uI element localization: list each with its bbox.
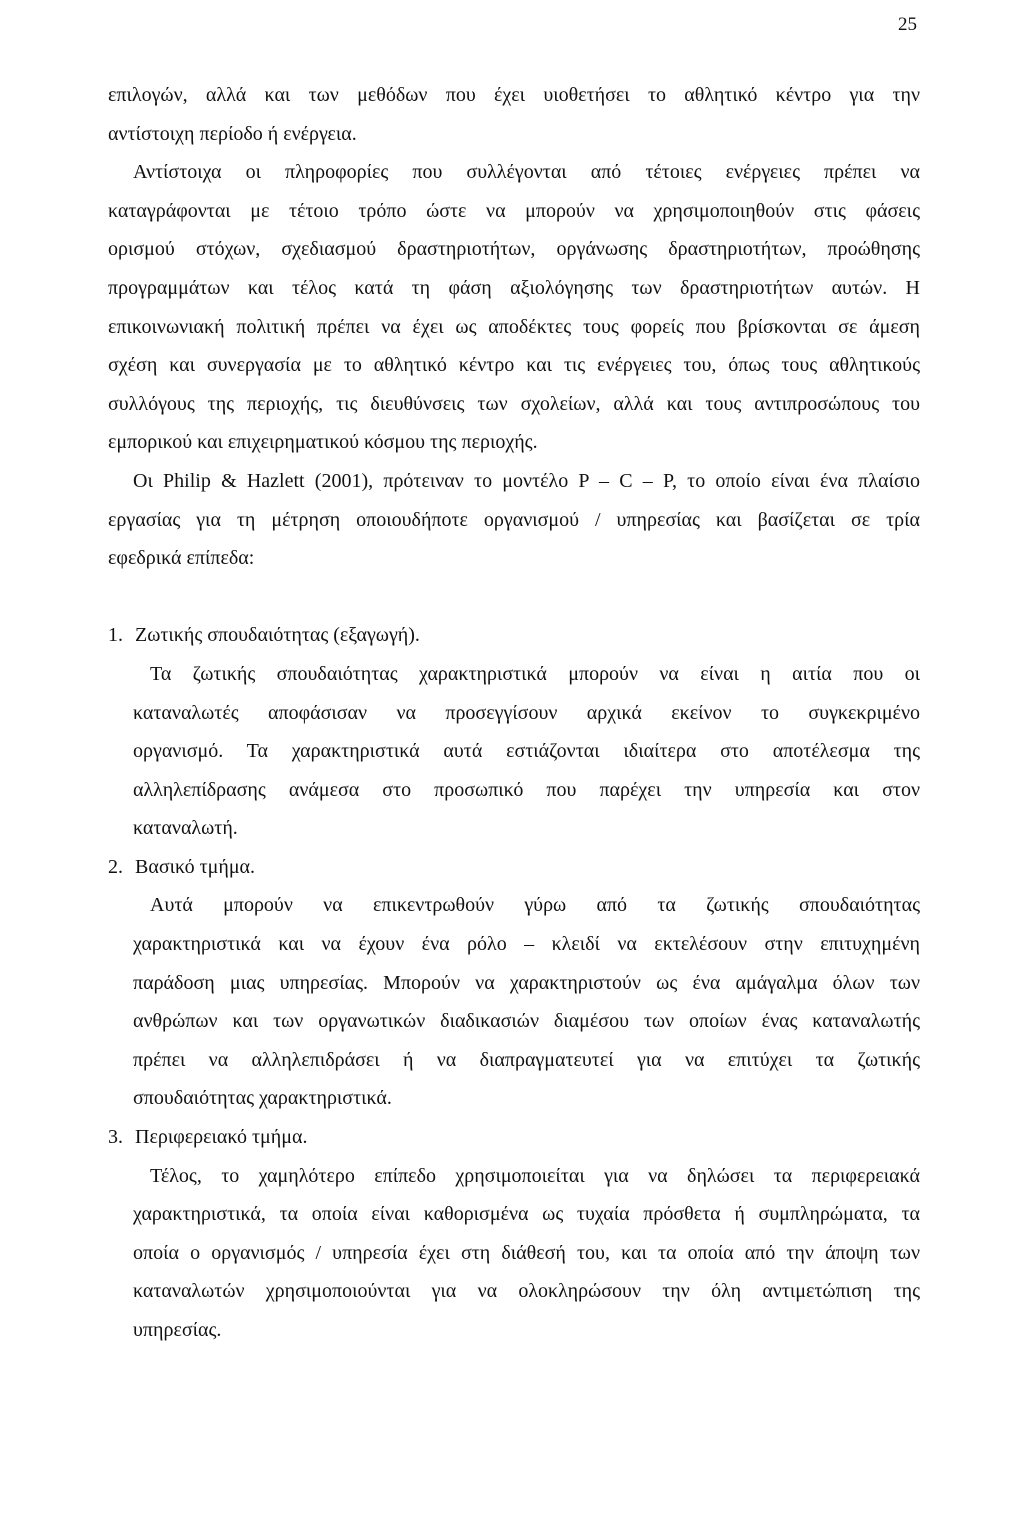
level-item-peripheral: [108, 1118, 920, 1350]
text-line: εμπορικού και επιχειρηματικού κόσμου της περιοχής.: [108, 431, 538, 454]
text-line: σχέση και συνεργασία με το αθλητικό κέντρο και τις ενέργειες του, όπως τους αθλητικούς: [108, 354, 920, 377]
level-title: Ζωτικής σπουδαιότητας (εξαγωγή).: [135, 624, 420, 647]
level-description: [133, 886, 920, 1118]
paragraph-information: [108, 153, 920, 462]
text-line: Αντίστοιχα οι πληροφορίες που συλλέγονται από τέτοιες ενέργειες πρέπει να: [133, 161, 920, 184]
level-heading: [108, 616, 920, 655]
model-levels-list: [108, 616, 920, 1349]
text-line: ορισμού στόχων, σχεδιασμού δραστηριοτήτων, οργάνωσης δραστηριοτήτων, προώθησης: [108, 238, 920, 261]
text-line: αλληλεπίδρασης ανάμεσα στο προσωπικό που παρέχει την υπηρεσία και στον: [133, 778, 920, 801]
text-line: καταναλωτές αποφάσισαν να προσεγγίσουν αρχικά εκείνον το συγκεκριμένο: [133, 701, 920, 724]
level-title: Βασικό τμήμα.: [135, 855, 256, 878]
level-number: 2.: [108, 855, 123, 878]
level-item-core: [108, 848, 920, 1118]
text-line: χαρακτηριστικά και να έχουν ένα ρόλο – κλειδί να εκτελέσουν στην επιτυχημένη: [133, 933, 920, 956]
text-line: σπουδαιότητας χαρακτηριστικά.: [133, 1087, 392, 1110]
text-line: εργασίας για τη μέτρηση οποιουδήποτε οργανισμού / υπηρεσίας και βασίζεται σε τρία: [108, 508, 920, 531]
text-line: υπηρεσίας.: [133, 1319, 222, 1341]
text-line: καταναλωτή.: [133, 817, 238, 840]
text-line: Αυτά μπορούν να επικεντρωθούν γύρω από τα ζωτικής σπουδαιότητας: [150, 894, 920, 917]
text-line: Οι Philip & Hazlett (2001), πρότειναν το μοντέλο P – C – P, το οποίο είναι ένα πλαίσιο: [133, 469, 920, 492]
text-line: καταγράφονται με τέτοιο τρόπο ώστε να μπορούν να χρησιμοποιηθούν στις φάσεις: [108, 199, 920, 222]
text-line: προγραμμάτων και τέλος κατά τη φάση αξιολόγησης των δραστηριοτήτων αυτών. Η: [108, 276, 920, 299]
text-line: πρέπει να αλληλεπιδράσει ή να διαπραγματευτεί για να επιτύχει τα ζωτικής: [133, 1048, 920, 1071]
page-content: [108, 76, 920, 1350]
text-line: χαρακτηριστικά, τα οποία είναι καθορισμένα ως τυχαία πρόσθετα ή συμπληρώματα, τα: [133, 1203, 920, 1226]
text-line: επικοινωνιακή πολιτική πρέπει να έχει ως αποδέκτες τους φορείς που βρίσκονται σε άμεση: [108, 315, 920, 338]
level-heading: [108, 848, 920, 887]
paragraph-continuation: [108, 76, 920, 153]
level-item-vital: [108, 616, 920, 848]
level-heading: [108, 1118, 920, 1157]
level-number: 3.: [108, 1126, 123, 1149]
text-line: ανθρώπων και των οργανωτικών διαδικασιών διαμέσου των οποίων ένας καταναλωτής: [133, 1010, 920, 1033]
text-line: Τέλος, το χαμηλότερο επίπεδο χρησιμοποιείται για να δηλώσει τα περιφερειακά: [150, 1164, 920, 1187]
level-description: [133, 1157, 920, 1350]
level-number: 1.: [108, 624, 123, 647]
text-line: επιλογών, αλλά και των μεθόδων που έχει υιοθετήσει το αθλητικό κέντρο για την: [108, 84, 920, 106]
text-line: Τα ζωτικής σπουδαιότητας χαρακτηριστικά μπορούν να είναι η αιτία που οι: [150, 662, 920, 685]
text-line: συλλόγους της περιοχής, τις διευθύνσεις των σχολείων, αλλά και τους αντιπροσώπους του: [108, 392, 920, 415]
text-line: καταναλωτών χρησιμοποιούνται για να ολοκληρώσουν την όλη αντιμετώπιση της: [133, 1280, 920, 1303]
level-title: Περιφερειακό τμήμα.: [135, 1126, 308, 1149]
page-number: 25: [898, 14, 917, 35]
level-description: [133, 655, 920, 848]
text-line: οποία ο οργανισμός / υπηρεσία έχει στη διάθεσή του, και τα οποία από την άποψη των: [133, 1241, 920, 1264]
text-line: εφεδρικά επίπεδα:: [108, 547, 255, 570]
paragraph-pcp-model: [108, 462, 920, 578]
text-line: παράδοση μιας υπηρεσίας. Μπορούν να χαρακτηριστούν ως ένα αμάγαλμα όλων των: [133, 971, 920, 994]
text-line: αντίστοιχη περίοδο ή ενέργεια.: [108, 122, 357, 145]
text-line: οργανισμό. Τα χαρακτηριστικά αυτά εστιάζονται ιδιαίτερα στο αποτέλεσμα της: [133, 740, 920, 763]
